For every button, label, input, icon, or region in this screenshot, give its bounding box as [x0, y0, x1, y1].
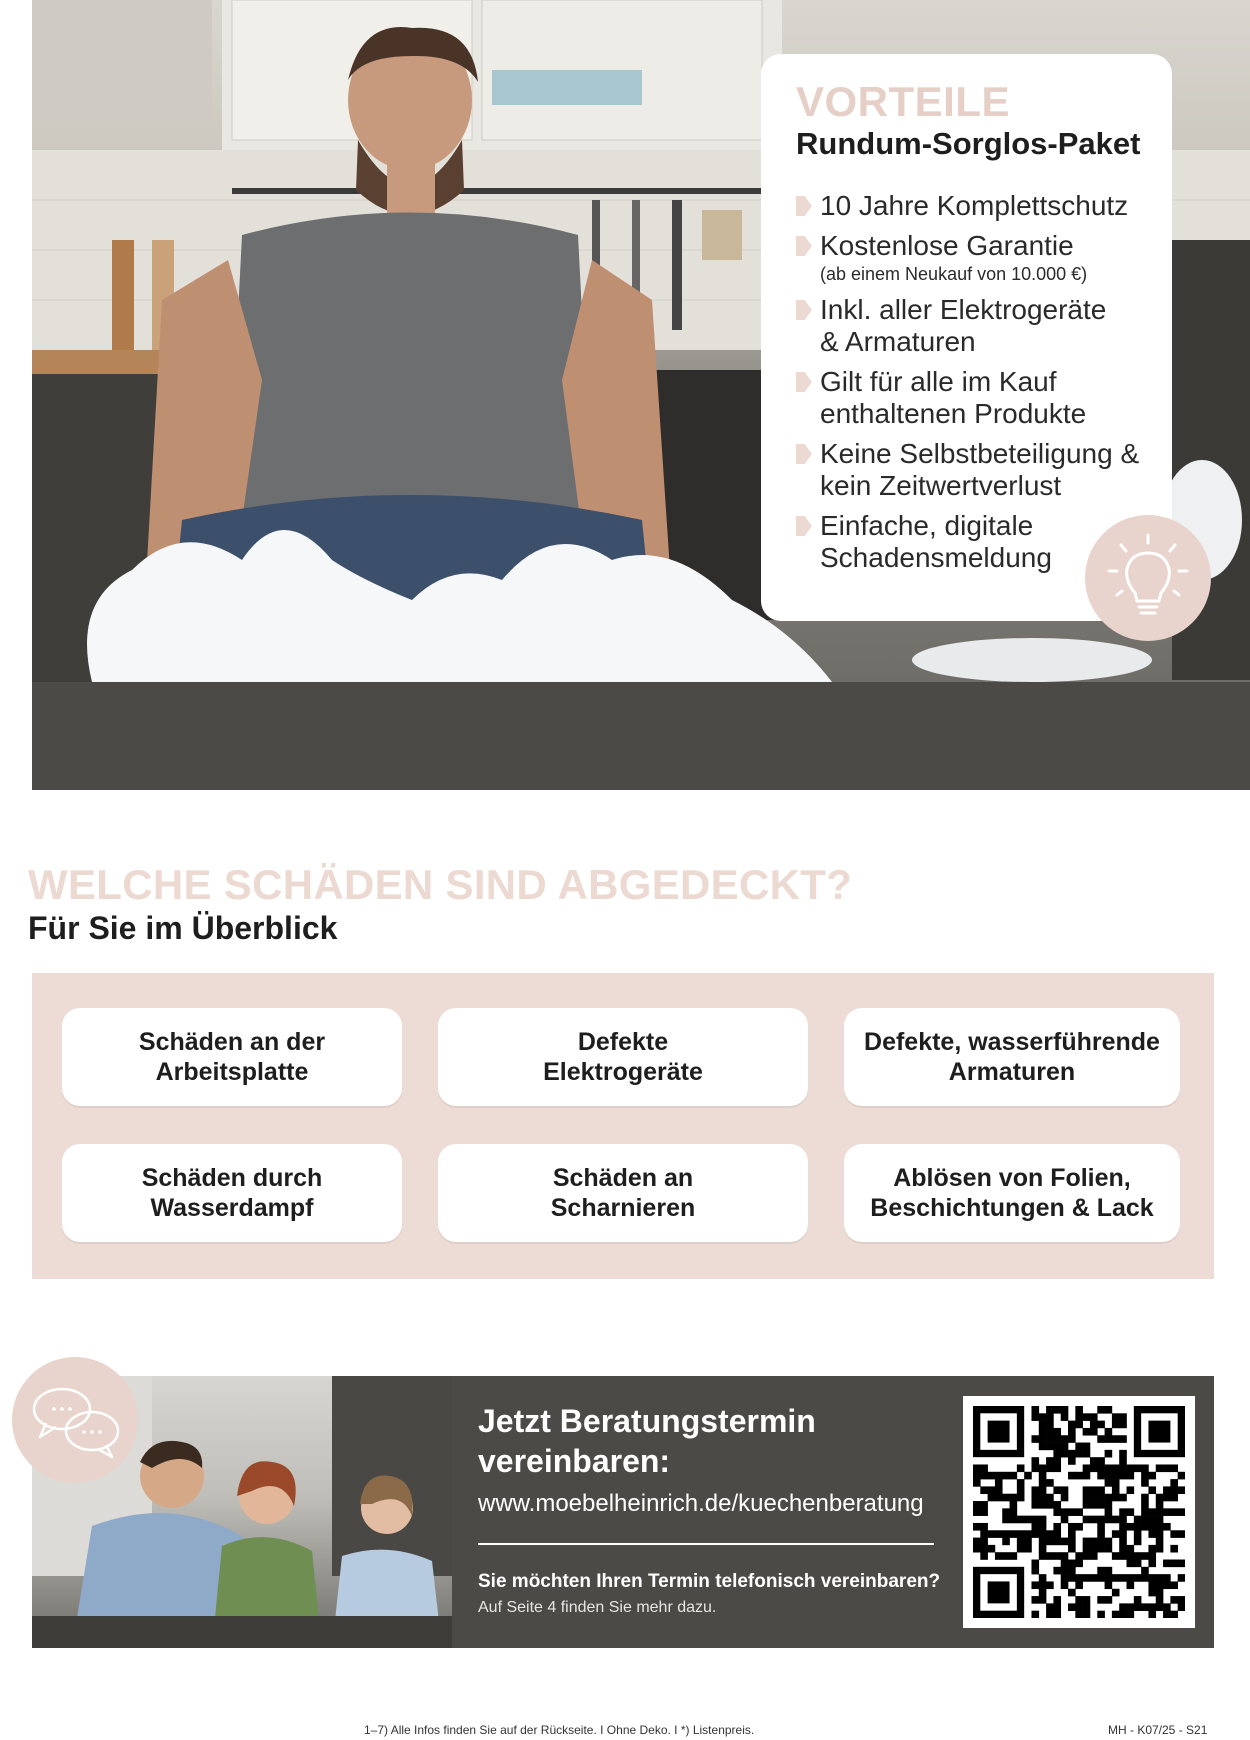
benefit-note: (ab einem Neukauf von 10.000 €) — [820, 264, 1088, 284]
consultation-url-link[interactable]: www.moebelheinrich.de/kuechenberatung — [478, 1490, 924, 1517]
divider — [478, 1543, 934, 1545]
damage-card-steam: Schäden durch Wasserdampf — [62, 1144, 402, 1242]
bullet-arrow-icon — [796, 444, 812, 464]
page-hint: Auf Seite 4 finden Sie mehr dazu. — [478, 1599, 717, 1616]
qr-code-icon — [973, 1406, 1185, 1618]
damages-kicker: WELCHE SCHÄDEN SIND ABGEDECKT? — [28, 861, 853, 908]
benefits-kicker: VORTEILE — [796, 78, 1011, 125]
damage-card-hinges: Schäden an Scharnieren — [438, 1144, 808, 1242]
footer-note: 1–7) Alle Infos finden Sie auf der Rückseite. I Ohne Deko. I *) Listenpreis. — [364, 1723, 755, 1737]
damages-panel — [32, 973, 1214, 1279]
bullet-arrow-icon — [796, 300, 812, 320]
damage-card-fittings: Defekte, wasserführende Armaturen — [844, 1008, 1180, 1106]
lightbulb-icon — [1085, 515, 1211, 641]
bullet-arrow-icon — [796, 196, 812, 216]
damages-title: Für Sie im Überblick — [28, 910, 338, 946]
chat-bubbles-icon — [12, 1357, 138, 1483]
phone-question: Sie möchten Ihren Termin telefonisch vereinbaren? — [478, 1571, 941, 1592]
benefit-item: Inkl. aller Elektrogeräte & Armaturen — [796, 294, 1120, 358]
benefit-item: Kostenlose Garantie (ab einem Neukauf von 10.000 €) — [796, 230, 1142, 286]
benefit-item: Einfache, digitale Schadensmeldung — [796, 510, 1080, 574]
qr-code[interactable] — [963, 1396, 1195, 1628]
lightbulb-badge — [1085, 515, 1211, 641]
benefit-item: 10 Jahre Komplettschutz — [796, 190, 1142, 222]
benefit-item: Gilt für alle im Kauf enthaltenen Produkte — [796, 366, 1110, 430]
bullet-arrow-icon — [796, 236, 812, 256]
benefit-item: Keine Selbstbeteiligung & kein Zeitwertverlust — [796, 438, 1140, 502]
damage-card-appliances: Defekte Elektrogeräte — [438, 1008, 808, 1106]
damage-card-coatings: Ablösen von Folien, Beschichtungen & Lack — [844, 1144, 1180, 1242]
footer-code: MH - K07/25 - S21 — [1108, 1723, 1208, 1737]
bullet-arrow-icon — [796, 516, 812, 536]
damage-card-worktop: Schäden an der Arbeitsplatte — [62, 1008, 402, 1106]
benefits-title: Rundum-Sorglos-Paket — [796, 126, 1141, 161]
consultation-title: Jetzt Beratungstermin vereinbaren: — [478, 1403, 816, 1479]
bullet-arrow-icon — [796, 372, 812, 392]
chat-badge — [12, 1357, 138, 1483]
